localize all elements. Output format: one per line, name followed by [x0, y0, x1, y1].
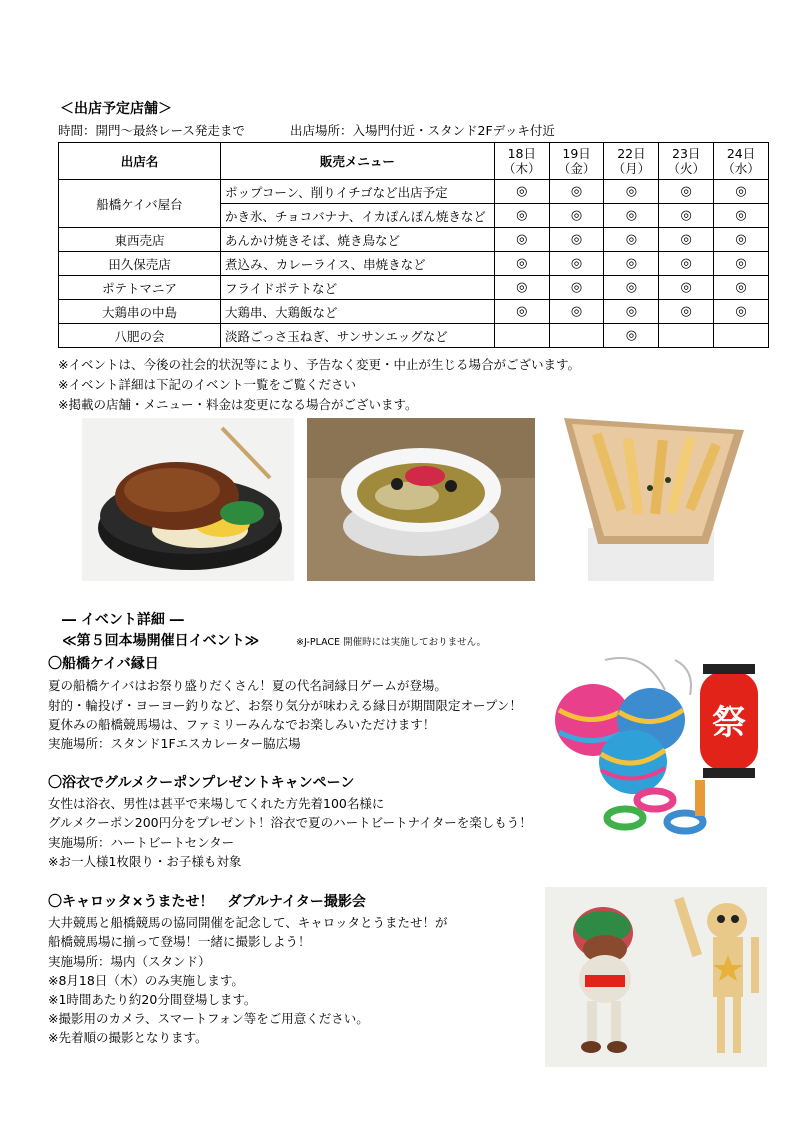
shop-name: 田久保売店 [59, 252, 221, 276]
event-line: 夏休みの船橋競馬場は、ファミリーみんなでお楽しみいただけます！ [48, 717, 436, 732]
event-line: 船橋競馬場に揃って登場！一緒に撮影しよう！ [48, 934, 311, 949]
event-line: 女性は浴衣、男性は甚平で来場してくれた方先着100名様に [48, 796, 385, 811]
day-mark: ◎ [659, 252, 714, 276]
day-mark [549, 324, 604, 348]
meeting-title: ≪第５回本場開催日イベント≫ [62, 633, 260, 649]
event-line: 実施場所：スタンド1Fエスカレーター脇広場 [48, 736, 301, 751]
day-mark: ◎ [549, 180, 604, 204]
day-mark: ◎ [549, 276, 604, 300]
table-row [59, 324, 769, 348]
mascots-illustration [545, 887, 767, 1067]
meeting-note: ※J-PLACE 開催時には実施しておりません。 [296, 637, 487, 648]
day-mark: ◎ [494, 252, 549, 276]
event-line: 実施場所：ハートビートセンター [48, 835, 235, 850]
event-line: ※先着順の撮影となります。 [48, 1030, 208, 1045]
day-mark: ◎ [659, 180, 714, 204]
shops-note: ※掲載の店舗・メニュー・料金は変更になる場合がございます。 [58, 397, 418, 412]
shops-heading: ＜出店予定店舗＞ [60, 101, 172, 117]
day-mark: ◎ [549, 300, 604, 324]
event-line: 実施場所：場内（スタンド） [48, 954, 211, 969]
event-line: ※1時間あたり約20分間登場します。 [48, 992, 257, 1007]
day-mark: ◎ [494, 204, 549, 228]
food-photo-fries [558, 418, 744, 581]
shops-note: ※イベント詳細は下記のイベント一覧をご覧ください [58, 377, 356, 392]
day-mark [494, 324, 549, 348]
table-header-row [59, 143, 769, 180]
header-day-1: 18日 （木） [494, 143, 549, 180]
event-line: ※撮影用のカメラ、スマートフォン等をご用意ください。 [48, 1011, 369, 1026]
event-line: グルメクーポン200円分をプレゼント！浴衣で夏のハートビートナイターを楽しもう！ [48, 815, 532, 830]
table-row [59, 276, 769, 300]
day-mark: ◎ [604, 252, 659, 276]
header-day-3: 22日 （月） [604, 143, 659, 180]
header-day-4: 23日 （火） [659, 143, 714, 180]
shop-name: 東西売店 [59, 228, 221, 252]
header-day-5: 24日 （水） [714, 143, 769, 180]
shop-menu: ポップコーン、削りイチゴなど出店予定 [220, 180, 494, 204]
food-photo-nikomi-bowl [307, 418, 535, 581]
event-line: 夏の船橋ケイバはお祭り盛りだくさん！夏の代名詞縁日ゲームが登場。 [48, 678, 447, 693]
event-line: ※お一人様1枚限り・お子様も対象 [48, 854, 242, 869]
lantern-label: 祭 [712, 703, 746, 743]
day-mark: ◎ [604, 324, 659, 348]
shop-menu: かき氷、チョコバナナ、イカぽんぽん焼きなど [220, 204, 494, 228]
table-row [59, 228, 769, 252]
day-mark: ◎ [494, 180, 549, 204]
shop-name: ポテトマニア [59, 276, 221, 300]
day-mark: ◎ [549, 252, 604, 276]
shop-menu: フライドポテトなど [220, 276, 494, 300]
table-row [59, 180, 769, 204]
day-mark: ◎ [604, 180, 659, 204]
day-mark: ◎ [714, 276, 769, 300]
shop-name: 大鶏串の中島 [59, 300, 221, 324]
table-row [59, 252, 769, 276]
shop-name: 船橋ケイバ屋台 [59, 180, 221, 228]
day-mark: ◎ [714, 204, 769, 228]
shop-name: 八肥の会 [59, 324, 221, 348]
day-mark: ◎ [549, 228, 604, 252]
event-line: 大井競馬と船橋競馬の協同開催を記念して、キャロッタとうまたせ！が [48, 915, 448, 930]
day-mark: ◎ [714, 180, 769, 204]
event-line: ※8月18日（木）のみ実施します。 [48, 973, 244, 988]
table-row [59, 300, 769, 324]
day-mark [659, 324, 714, 348]
festival-illustration [545, 650, 765, 835]
header-menu: 販売メニュー [220, 143, 494, 180]
day-mark: ◎ [604, 300, 659, 324]
shops-time-line: 時間：開門～最終レース発走まで [58, 123, 245, 138]
food-photo-rice-bowl [82, 418, 294, 581]
shop-menu: 煮込み、カレーライス、串焼きなど [220, 252, 494, 276]
day-mark: ◎ [549, 204, 604, 228]
shop-menu: 淡路ごっさ玉ねぎ、サンサンエッグなど [220, 324, 494, 348]
day-mark: ◎ [604, 204, 659, 228]
day-mark: ◎ [494, 228, 549, 252]
day-mark: ◎ [659, 276, 714, 300]
day-mark: ◎ [714, 300, 769, 324]
day-mark: ◎ [659, 204, 714, 228]
day-mark: ◎ [494, 276, 549, 300]
header-name: 出店名 [59, 143, 221, 180]
day-mark: ◎ [659, 228, 714, 252]
event-title: 〇キャロッタ×うまたせ！ ダブルナイター撮影会 [48, 894, 366, 910]
header-day-2: 19日 （金） [549, 143, 604, 180]
day-mark [714, 324, 769, 348]
shops-table [58, 142, 769, 348]
event-title: 〇浴衣でグルメクーポンプレゼントキャンペーン [48, 775, 355, 791]
day-mark: ◎ [714, 252, 769, 276]
day-mark: ◎ [604, 228, 659, 252]
day-mark: ◎ [714, 228, 769, 252]
day-mark: ◎ [659, 300, 714, 324]
shop-menu: あんかけ焼きそば、焼き鳥など [220, 228, 494, 252]
shops-note: ※イベントは、今後の社会的状況等により、予告なく変更・中止が生じる場合がございます。 [58, 357, 580, 372]
events-section-title: ― イベント詳細 ― [62, 612, 184, 628]
day-mark: ◎ [604, 276, 659, 300]
event-title: 〇船橋ケイバ縁日 [48, 656, 159, 672]
shops-place-line: 出店場所：入場門付近・スタンド2Fデッキ付近 [290, 123, 555, 138]
day-mark: ◎ [494, 300, 549, 324]
event-line: 射的・輪投げ・ヨーヨー釣りなど、お祭り気分が味わえる縁日が期間限定オープン！ [48, 698, 522, 713]
shop-menu: 大鶏串、大鶏飯など [220, 300, 494, 324]
